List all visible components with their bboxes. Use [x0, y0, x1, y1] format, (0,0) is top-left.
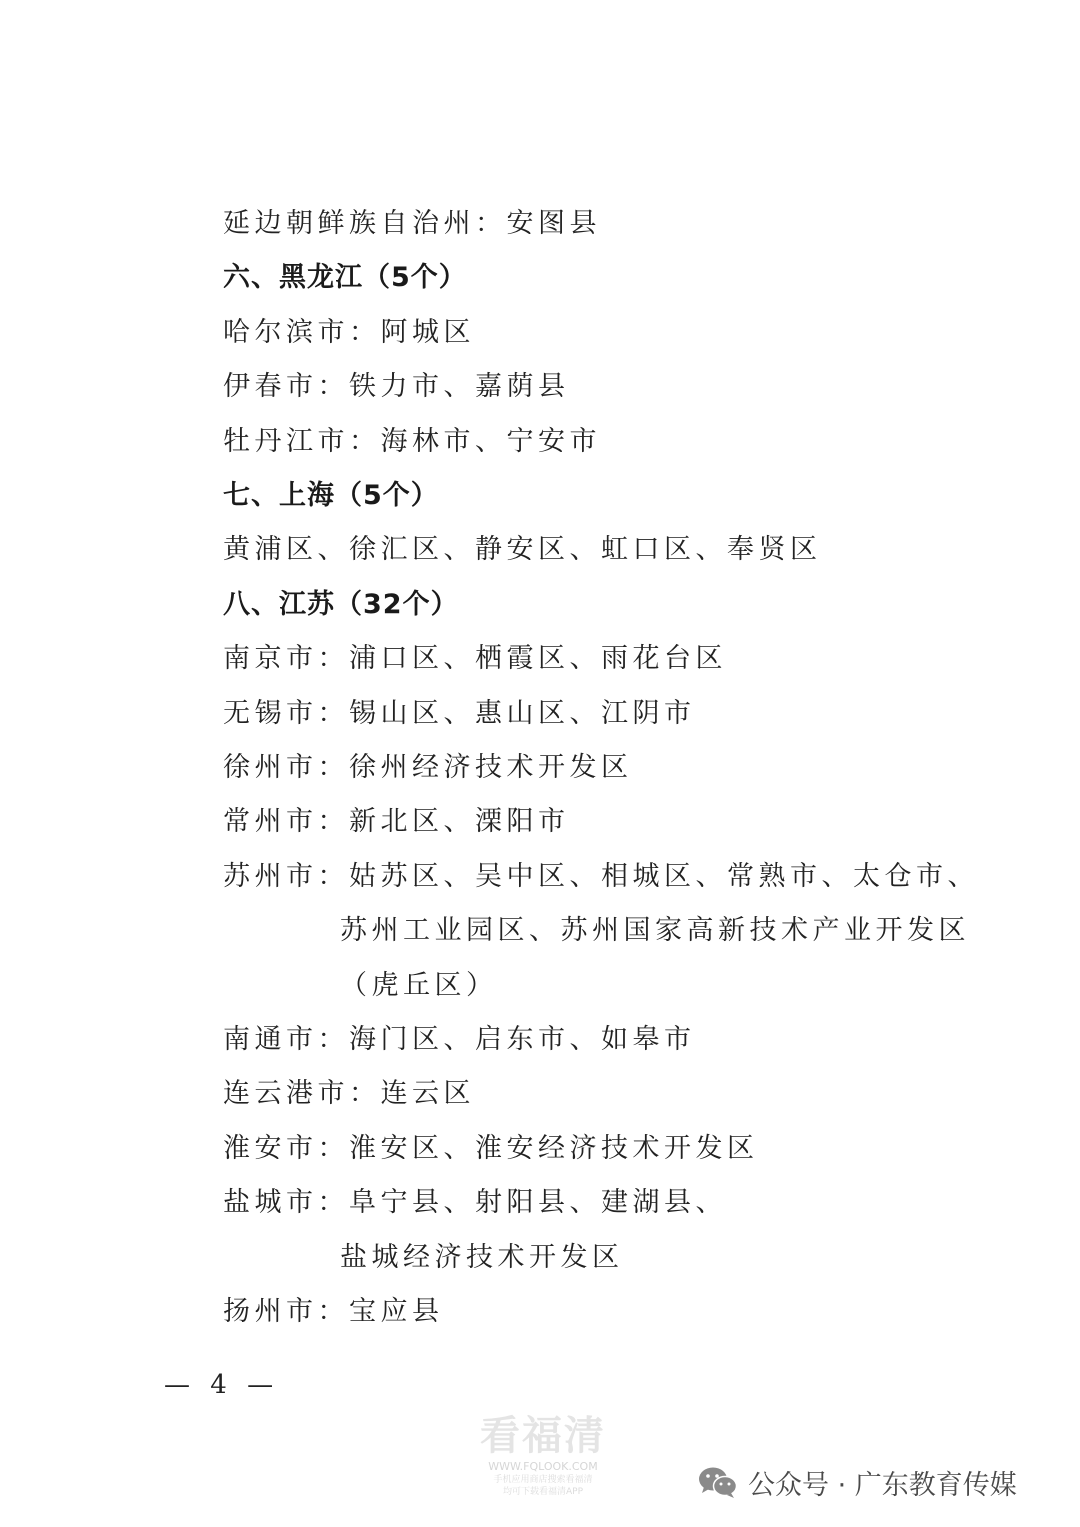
section-heading: 八、江苏（32个） — [223, 589, 459, 620]
wechat-icon — [698, 1465, 738, 1499]
page-number: — 4 — — [164, 1370, 280, 1400]
section-heading: 六、黑龙江（5个） — [223, 262, 467, 293]
list-item: 无锡市：锡山区、惠山区、江阴市 — [223, 698, 696, 729]
watermark-line-1: 手机应用商店搜索看福清 — [493, 1475, 593, 1485]
account-label: 公众号 · 广东教育传媒 — [748, 1469, 1017, 1501]
wechat-account-badge — [698, 1460, 1017, 1504]
list-item: 伊春市：铁力市、嘉荫县 — [223, 371, 570, 402]
list-item: 黄浦区、徐汇区、静安区、虹口区、奉贤区 — [223, 534, 822, 565]
watermark-line-2: 均可下载看福清APP — [502, 1487, 583, 1497]
list-item: 哈尔滨市：阿城区 — [223, 317, 475, 348]
list-item-continuation: 盐城经济技术开发区 — [340, 1242, 624, 1273]
list-item: 苏州市：姑苏区、吴中区、相城区、常熟市、太仓市、 — [223, 861, 979, 892]
list-item: 牡丹江市：海林市、宁安市 — [223, 426, 601, 457]
list-item: 延边朝鲜族自治州：安图县 — [223, 208, 601, 239]
watermark-url: WWW.FQLOOK.COM — [488, 1460, 598, 1473]
list-item: 南通市：海门区、启东市、如皋市 — [223, 1024, 696, 1055]
section-heading: 七、上海（5个） — [223, 480, 439, 511]
list-item-continuation: 苏州工业园区、苏州国家高新技术产业开发区 — [340, 915, 970, 946]
watermark-title: 看福清 — [480, 1413, 606, 1459]
list-item: 徐州市：徐州经济技术开发区 — [223, 752, 633, 783]
watermark — [468, 1412, 618, 1498]
list-item-continuation: （虎丘区） — [340, 970, 498, 1001]
list-item: 扬州市：宝应县 — [223, 1296, 444, 1327]
list-item: 盐城市：阜宁县、射阳县、建湖县、 — [223, 1187, 727, 1218]
list-item: 南京市：浦口区、栖霞区、雨花台区 — [223, 643, 727, 674]
list-item: 连云港市：连云区 — [223, 1078, 475, 1109]
list-item: 常州市：新北区、溧阳市 — [223, 806, 570, 837]
list-item: 淮安市：淮安区、淮安经济技术开发区 — [223, 1133, 759, 1164]
